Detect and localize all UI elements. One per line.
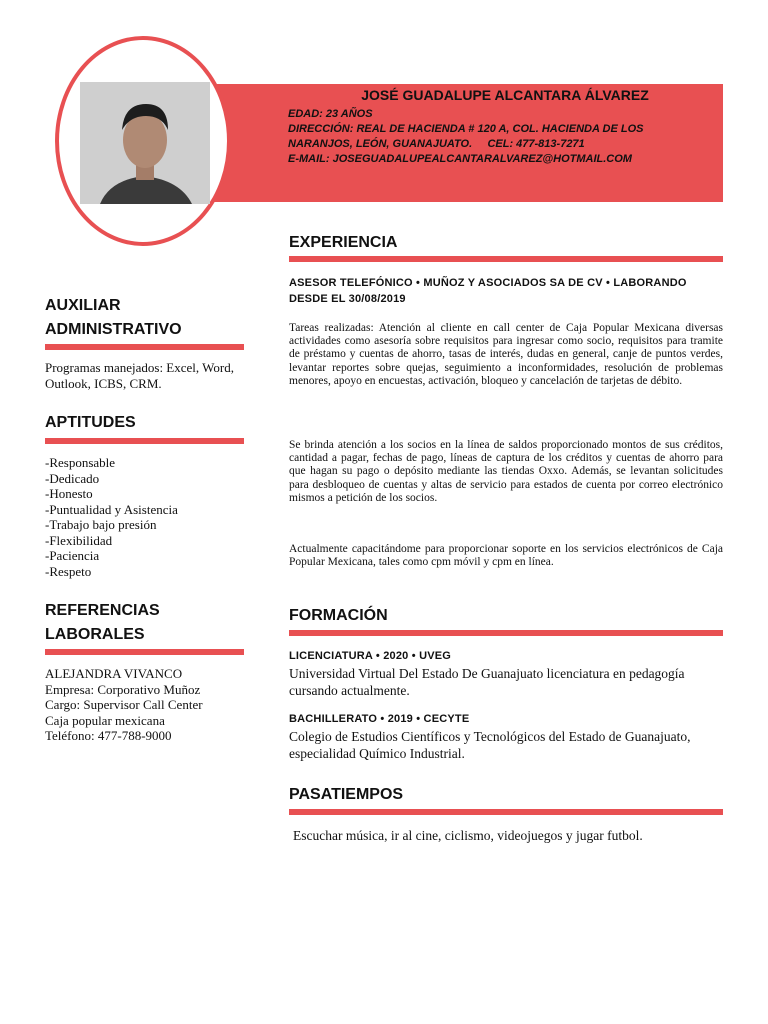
references-title (45, 599, 160, 647)
reference-line: Empresa: Corporativo Muñoz (45, 681, 201, 697)
education-text-1: Universidad Virtual Del Estado De Guanajuato licenciatura en pedagogía cursando actualmente. (289, 666, 685, 698)
reference-line: ALEJANDRA VIVANCO (45, 666, 183, 681)
hobbies-bar (289, 809, 723, 815)
reference-line: Caja popular mexicana (45, 712, 165, 728)
education-bar (289, 630, 723, 636)
hobbies-text: Escuchar música, ir al cine, ciclismo, videojuegos y jugar futbol. (293, 828, 643, 843)
email-line: E-MAIL: JOSEGUADALUPEALCANTARALVAREZ@HOTMAIL.COM (288, 153, 632, 165)
job-heading-line2: DESDE EL 30/08/2019 (289, 293, 406, 305)
references-title-line1: REFERENCIAS (45, 602, 160, 619)
reference-line: Cargo: Supervisor Call Center (45, 697, 203, 712)
objective-bar (45, 344, 244, 350)
references-bar (45, 649, 244, 655)
aptitudes-list (45, 455, 240, 579)
education-text-2: Colegio de Estudios Científicos y Tecnológicos del Estado de Guanajuato, especialidad Químico Industrial. (289, 729, 691, 761)
aptitude-item: -Trabajo bajo presión (45, 517, 157, 532)
profile-photo (80, 82, 210, 204)
experience-title: EXPERIENCIA (289, 234, 398, 251)
aptitude-item: -Flexibilidad (45, 532, 113, 548)
address-line-1: DIRECCIÓN: REAL DE HACIENDA # 120 A, COL. HACIENDA DE LOS (288, 123, 644, 135)
aptitude-item: -Respeto (45, 563, 92, 579)
experience-paragraph-1: Tareas realizadas: Atención al cliente en call center de Caja Popular Mexicana diversas actividades como asesoría sobre requisitos para ingresar como socio, requisitos para tramite de préstamo y cuentas de ahorro, tasas de interés, dudas en general, canje de puntos verdes, levantar reportes sobre quejas, seguimiento a inconformidades, resolución de problemas menores, apoyo en encuestas, activación, bloqueo y cancelación de tarjetas de débito. (289, 322, 723, 387)
objective-title (45, 294, 182, 342)
objective-text: Programas manejados: Excel, Word, Outlook, ICBS, CRM. (45, 360, 234, 391)
job-heading-line1: ASESOR TELEFÓNICO • MUÑOZ Y ASOCIADOS SA DE CV • LABORANDO (289, 277, 687, 289)
contact-info (288, 107, 718, 167)
objective-title-line2: ADMINISTRATIVO (45, 321, 182, 338)
reference-line: Teléfono: 477-788-9000 (45, 728, 172, 743)
aptitude-item: -Dedicado (45, 470, 100, 486)
experience-paragraph-2: Se brinda atención a los socios en la línea de saldos proporcionado montos de sus créditos, cantidad a pagar, fechas de pago, líneas de captura de los créditos y cuentas de ahorro para que hagan su pago o depósito mediante las tiendas Oxxo. Además, se levantan solicitudes para desbloqueo de cuentas y altas de servicio para estados de cuenta por correo electrónico mismos a petición de los socios. (289, 439, 723, 504)
aptitude-item: -Puntualidad y Asistencia (45, 501, 178, 517)
aptitude-item: -Honesto (45, 486, 93, 501)
objective-title-line1: AUXILIAR (45, 297, 121, 314)
job-heading (289, 275, 723, 307)
age-line: EDAD: 23 AÑOS (288, 108, 373, 120)
aptitude-item: -Responsable (45, 455, 116, 470)
education-title: FORMACIÓN (289, 607, 388, 624)
references-list (45, 666, 255, 744)
experience-bar (289, 256, 723, 262)
address-line-2: NARANJOS, LEÓN, GUANAJUATO. CEL: 477-813-7271 (288, 138, 585, 150)
aptitude-item: -Paciencia (45, 548, 100, 563)
aptitudes-bar (45, 438, 244, 444)
candidate-name: JOSÉ GUADALUPE ALCANTARA ÁLVAREZ (361, 87, 649, 103)
hobbies-title: PASATIEMPOS (289, 786, 404, 803)
experience-paragraph-3: Actualmente capacitándome para proporcionar soporte en los servicios electrónicos de Caja Popular Mexicana, tales como cpm móvil y cpm en línea. (289, 543, 723, 569)
aptitudes-title: APTITUDES (45, 414, 136, 431)
education-heading-2: BACHILLERATO • 2019 • CECYTE (289, 713, 470, 725)
education-heading-1: LICENCIATURA • 2020 • UVEG (289, 650, 452, 662)
references-title-line2: LABORALES (45, 626, 145, 643)
